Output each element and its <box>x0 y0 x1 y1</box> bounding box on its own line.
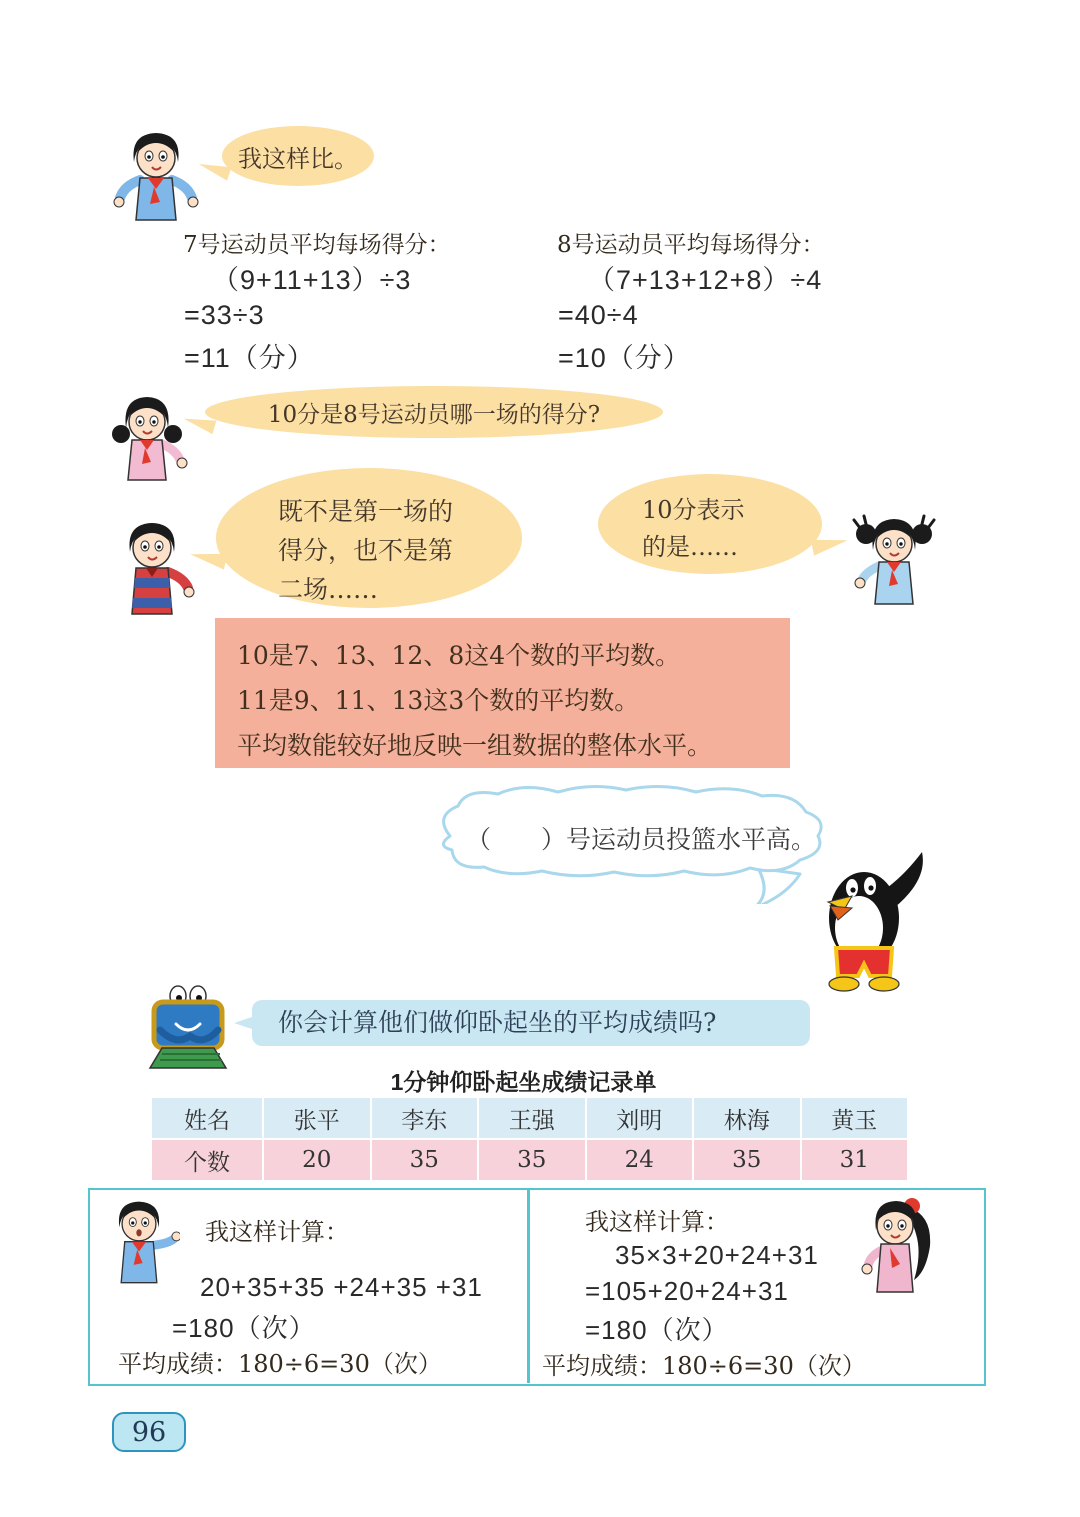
calc8-line3: =10（分） <box>558 343 691 373</box>
table-data-cell: 个数 <box>152 1140 262 1180</box>
speech-bubble-boy-striped <box>216 468 522 608</box>
cloud-text: （ ）号运动员投篮水平高。 <box>466 825 817 854</box>
penguin-character-icon <box>786 846 938 994</box>
table-header-cell: 黄玉 <box>802 1098 908 1138</box>
method-right-intro: 我这样计算： <box>585 1208 729 1236</box>
computer-mascot-icon <box>140 984 240 1072</box>
table-header-cell: 姓名 <box>152 1098 262 1138</box>
method-left-intro: 我这样计算： <box>205 1218 349 1246</box>
calc8-line2: =40÷4 <box>558 300 639 330</box>
page-number-badge <box>112 1412 186 1452</box>
speech-bubble-boy-top <box>222 126 374 186</box>
boy-character-icon <box>98 1196 180 1291</box>
table-header-cell: 张平 <box>264 1098 370 1138</box>
table-data-cell: 35 <box>479 1140 585 1180</box>
table-title: 1分钟仰卧起坐成绩记录单 <box>390 1069 657 1095</box>
boy-striped-character-icon <box>106 518 198 618</box>
girl-ponytail-character-icon <box>852 1194 940 1296</box>
method-right-formula1: 35×3+20+24+31 <box>615 1240 819 1270</box>
calc8-title: 8号运动员平均每场得分： <box>557 232 825 258</box>
table-data-cell: 35 <box>372 1140 478 1180</box>
bubble-text: 我这样比。 <box>238 144 358 173</box>
summary-line: 平均数能较好地反映一组数据的整体水平。 <box>237 731 713 760</box>
calc8-line1: （7+13+12+8）÷4 <box>588 265 823 295</box>
table-header-cell: 林海 <box>694 1098 800 1138</box>
girl-character-icon <box>104 392 192 484</box>
table-data-cell: 35 <box>694 1140 800 1180</box>
speech-bubble-girl-right <box>598 474 822 574</box>
table-data-cell: 31 <box>802 1140 908 1180</box>
sit-up-score-table <box>152 1098 895 1180</box>
method-right-formula2: =105+20+24+31 <box>585 1276 789 1306</box>
calc7-line3: =11（分） <box>184 343 315 373</box>
method-right-result: 平均成绩：180÷6=30（次） <box>542 1352 866 1380</box>
table-data-cell: 24 <box>587 1140 693 1180</box>
summary-line: 11是9、11、13这3个数的平均数。 <box>237 686 640 715</box>
method-left-formula1: 20+35+35 +24+35 +31 <box>200 1272 483 1302</box>
calc7-line2: =33÷3 <box>184 300 265 330</box>
method-left-result: 平均成绩：180÷6=30（次） <box>118 1350 442 1378</box>
bubble-text: 10分表示 的是…… <box>642 496 745 561</box>
page-number: 96 <box>131 1416 167 1448</box>
calc7-line1: （9+11+13）÷3 <box>212 265 412 295</box>
banner-tail <box>234 1015 258 1031</box>
bubble-text: 10分是8号运动员哪一场的得分? <box>267 401 601 428</box>
box-divider <box>527 1190 530 1383</box>
boy-character-icon <box>110 128 202 232</box>
method-left-formula2: =180（次） <box>172 1313 316 1343</box>
bubble-tail <box>811 532 850 555</box>
table-data-cell: 20 <box>264 1140 370 1180</box>
table-header-cell: 王强 <box>479 1098 585 1138</box>
table-header-cell: 李东 <box>372 1098 478 1138</box>
speech-bubble-girl-question <box>205 386 663 438</box>
table-header-cell: 刘明 <box>587 1098 693 1138</box>
method-right-formula3: =180（次） <box>585 1315 729 1345</box>
thought-cloud <box>428 782 848 904</box>
girl-pigtails-character-icon <box>846 512 941 607</box>
banner-text: 你会计算他们做仰卧起坐的平均成绩吗? <box>278 1008 717 1037</box>
summary-line: 10是7、13、12、8这4个数的平均数。 <box>237 641 681 670</box>
average-summary-box <box>215 618 790 768</box>
calc7-title: 7号运动员平均每场得分： <box>183 232 451 258</box>
bubble-text: 既不是第一场的 得分，也不是第 二场…… <box>278 497 454 604</box>
sit-up-question-banner <box>252 1000 810 1046</box>
